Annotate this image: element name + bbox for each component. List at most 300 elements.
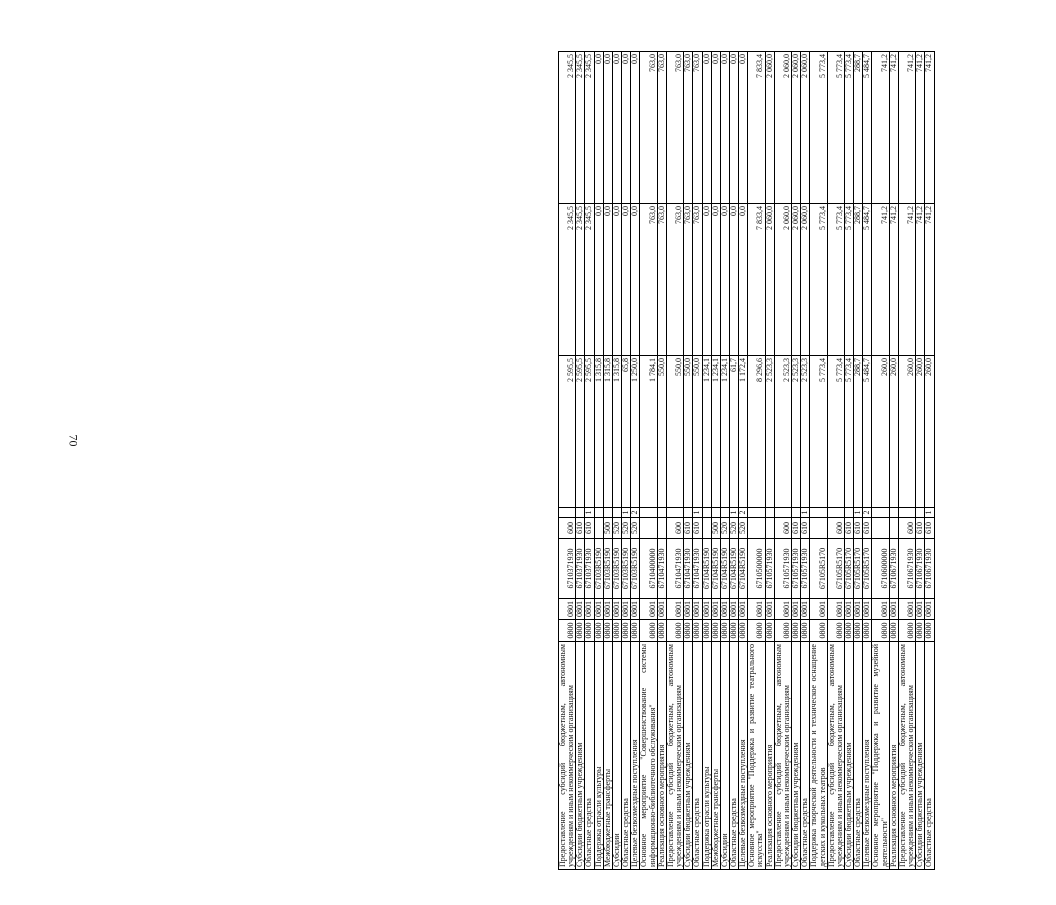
amount-year-3: 0,0 — [612, 52, 621, 204]
target-article-code: 6710571930 — [801, 539, 810, 599]
amount-year-2: 2 345,5 — [576, 204, 585, 356]
expense-type-code: 520 — [612, 518, 621, 539]
amount-year-2: 0,0 — [729, 204, 738, 356]
expense-type-code: 520 — [729, 518, 738, 539]
expense-type-code: 610 — [684, 518, 693, 539]
table-row — [720, 52, 729, 870]
subsection-code: 0801 — [810, 599, 827, 620]
amount-year-3: 2 060,0 — [792, 52, 801, 204]
amount-year-3: 5 773,4 — [845, 52, 854, 204]
source-code: 2 — [863, 508, 872, 518]
expense-type-code: 610 — [693, 518, 702, 539]
amount-year-2: 763,0 — [666, 204, 683, 356]
section-code: 0800 — [827, 620, 844, 642]
subsection-code: 0801 — [684, 599, 693, 620]
budget-table-body — [559, 52, 935, 870]
section-code: 0800 — [693, 620, 702, 642]
amount-year-3: 741,2 — [889, 52, 898, 204]
amount-year-2: 2 060,0 — [765, 204, 774, 356]
target-article-code: 67103R5190 — [612, 539, 621, 599]
section-code: 0800 — [711, 620, 720, 642]
section-code: 0800 — [559, 620, 576, 642]
amount-year-1: 1 315,8 — [612, 356, 621, 508]
amount-year-2: 0,0 — [631, 204, 640, 356]
subsection-code: 0801 — [603, 599, 612, 620]
expense-type-code — [640, 518, 657, 539]
section-code: 0800 — [748, 620, 765, 642]
section-code: 0800 — [739, 620, 748, 642]
subsection-code: 0801 — [693, 599, 702, 620]
amount-year-1: 1 234,1 — [711, 356, 720, 508]
target-article-code: 67105R5170 — [863, 539, 872, 599]
amount-year-1: 260,0 — [916, 356, 925, 508]
target-article-code: 67103R5190 — [594, 539, 603, 599]
section-code: 0800 — [889, 620, 898, 642]
target-article-code: 6710400000 — [640, 539, 657, 599]
row-name: Областные средства — [729, 642, 738, 870]
amount-year-1: 1 315,8 — [594, 356, 603, 508]
amount-year-3: 741,2 — [872, 52, 889, 204]
table-row — [684, 52, 693, 870]
amount-year-1: 65,8 — [622, 356, 631, 508]
source-code: 1 — [801, 508, 810, 518]
subsection-code: 0801 — [916, 599, 925, 620]
subsection-code: 0801 — [702, 599, 711, 620]
row-name: Целевые безвозмездные поступления — [739, 642, 748, 870]
row-name: Предоставление субсидий бюджетным, автономным учреждениям и иным некоммерческим организациям — [666, 642, 683, 870]
row-name: Целевые безвозмездные поступления — [863, 642, 872, 870]
amount-year-1: 1 234,1 — [702, 356, 711, 508]
expense-type-code: 520 — [739, 518, 748, 539]
expense-type-code — [702, 518, 711, 539]
table-row — [827, 52, 844, 870]
table-row — [711, 52, 720, 870]
amount-year-3: 0,0 — [631, 52, 640, 204]
target-article-code: 6710371930 — [576, 539, 585, 599]
row-name: Областные средства — [801, 642, 810, 870]
section-code: 0800 — [872, 620, 889, 642]
amount-year-2: 2 060,0 — [774, 204, 791, 356]
source-code: 1 — [925, 508, 934, 518]
source-code — [898, 508, 915, 518]
amount-year-3: 741,2 — [916, 52, 925, 204]
row-name: Предоставление субсидий бюджетным, автономным учреждениям и иным некоммерческим организациям — [774, 642, 791, 870]
target-article-code: 6710671930 — [925, 539, 934, 599]
source-code: 1 — [622, 508, 631, 518]
section-code: 0800 — [720, 620, 729, 642]
amount-year-2: 2 345,5 — [559, 204, 576, 356]
expense-type-code: 600 — [898, 518, 915, 539]
amount-year-2: 0,0 — [720, 204, 729, 356]
source-code: 1 — [693, 508, 702, 518]
table-row — [774, 52, 791, 870]
row-name: Целевые безвозмездные поступления — [631, 642, 640, 870]
row-name: Межбюджетные трансферты — [711, 642, 720, 870]
target-article-code: 6710471930 — [666, 539, 683, 599]
subsection-code: 0801 — [576, 599, 585, 620]
target-article-code: 6710471930 — [693, 539, 702, 599]
subsection-code: 0801 — [872, 599, 889, 620]
section-code: 0800 — [612, 620, 621, 642]
expense-type-code: 610 — [792, 518, 801, 539]
source-code — [765, 508, 774, 518]
amount-year-2: 7 833,4 — [748, 204, 765, 356]
subsection-code: 0801 — [827, 599, 844, 620]
target-article-code: 67105R5170 — [854, 539, 863, 599]
section-code: 0800 — [684, 620, 693, 642]
amount-year-1: 288,7 — [854, 356, 863, 508]
source-code — [702, 508, 711, 518]
section-code: 0800 — [854, 620, 863, 642]
target-article-code: 6710471930 — [657, 539, 666, 599]
expense-type-code: 600 — [774, 518, 791, 539]
amount-year-2: 5 773,4 — [845, 204, 854, 356]
source-code — [774, 508, 791, 518]
target-article-code: 6710571930 — [774, 539, 791, 599]
row-name: Областные средства — [622, 642, 631, 870]
amount-year-2: 0,0 — [603, 204, 612, 356]
amount-year-2: 741,2 — [898, 204, 915, 356]
subsection-code: 0801 — [889, 599, 898, 620]
row-name: Субсидии бюджетным учреждениям — [576, 642, 585, 870]
amount-year-2: 5 773,4 — [827, 204, 844, 356]
expense-type-code — [872, 518, 889, 539]
subsection-code: 0801 — [898, 599, 915, 620]
source-code — [748, 508, 765, 518]
subsection-code: 0801 — [739, 599, 748, 620]
amount-year-3: 2 345,5 — [559, 52, 576, 204]
row-name: Субсидии бюджетным учреждениям — [684, 642, 693, 870]
table-row — [916, 52, 925, 870]
row-name: Поддержка отрасли культуры — [702, 642, 711, 870]
expense-type-code: 610 — [863, 518, 872, 539]
expense-type-code: 610 — [925, 518, 934, 539]
source-code — [603, 508, 612, 518]
target-article-code: 67104R5190 — [720, 539, 729, 599]
budget-table — [558, 51, 935, 870]
amount-year-2: 763,0 — [640, 204, 657, 356]
amount-year-2: 0,0 — [594, 204, 603, 356]
amount-year-1: 2 523,3 — [792, 356, 801, 508]
amount-year-3: 2 345,5 — [576, 52, 585, 204]
expense-type-code — [594, 518, 603, 539]
amount-year-2: 0,0 — [739, 204, 748, 356]
row-name: Субсидии — [720, 642, 729, 870]
amount-year-1: 61,7 — [729, 356, 738, 508]
source-code: 1 — [729, 508, 738, 518]
row-name: Субсидии бюджетным учреждениям — [916, 642, 925, 870]
target-article-code: 6710471930 — [684, 539, 693, 599]
row-name: Предоставление субсидий бюджетным, автономным учреждениям и иным некоммерческим организациям — [827, 642, 844, 870]
row-name: Субсидии бюджетным учреждениям — [792, 642, 801, 870]
amount-year-1: 5 484,7 — [863, 356, 872, 508]
amount-year-1: 8 296,6 — [748, 356, 765, 508]
source-code — [559, 508, 576, 518]
subsection-code: 0801 — [845, 599, 854, 620]
section-code: 0800 — [576, 620, 585, 642]
amount-year-3: 763,0 — [666, 52, 683, 204]
amount-year-2: 741,2 — [889, 204, 898, 356]
section-code: 0800 — [774, 620, 791, 642]
source-code: 1 — [854, 508, 863, 518]
source-code — [810, 508, 827, 518]
source-code: 1 — [585, 508, 594, 518]
amount-year-1: 1 784,1 — [640, 356, 657, 508]
amount-year-3: 0,0 — [622, 52, 631, 204]
target-article-code: 67105R5170 — [810, 539, 827, 599]
amount-year-1: 550,0 — [657, 356, 666, 508]
section-code: 0800 — [925, 620, 934, 642]
amount-year-1: 2 595,5 — [585, 356, 594, 508]
section-code: 0800 — [585, 620, 594, 642]
source-code — [640, 508, 657, 518]
amount-year-3: 0,0 — [720, 52, 729, 204]
row-name: Субсидии бюджетным учреждениям — [845, 642, 854, 870]
amount-year-1: 1 172,4 — [739, 356, 748, 508]
table-row — [872, 52, 889, 870]
target-article-code: 6710571930 — [792, 539, 801, 599]
section-code: 0800 — [702, 620, 711, 642]
amount-year-3: 763,0 — [684, 52, 693, 204]
source-code — [657, 508, 666, 518]
amount-year-3: 2 060,0 — [774, 52, 791, 204]
target-article-code: 67105R5170 — [845, 539, 854, 599]
subsection-code: 0801 — [711, 599, 720, 620]
subsection-code: 0801 — [666, 599, 683, 620]
table-row — [925, 52, 934, 870]
subsection-code: 0801 — [622, 599, 631, 620]
subsection-code: 0801 — [748, 599, 765, 620]
subsection-code: 0801 — [594, 599, 603, 620]
amount-year-1: 2 523,3 — [801, 356, 810, 508]
expense-type-code: 520 — [622, 518, 631, 539]
amount-year-3: 5 773,4 — [827, 52, 844, 204]
table-row — [576, 52, 585, 870]
section-code: 0800 — [729, 620, 738, 642]
amount-year-1: 2 523,3 — [774, 356, 791, 508]
section-code: 0800 — [845, 620, 854, 642]
amount-year-3: 0,0 — [702, 52, 711, 204]
subsection-code: 0801 — [720, 599, 729, 620]
table-row — [640, 52, 657, 870]
amount-year-1: 260,0 — [925, 356, 934, 508]
expense-type-code: 600 — [827, 518, 844, 539]
amount-year-3: 2 060,0 — [801, 52, 810, 204]
amount-year-3: 5 484,7 — [863, 52, 872, 204]
subsection-code: 0801 — [792, 599, 801, 620]
target-article-code: 67103R5190 — [631, 539, 640, 599]
amount-year-2: 288,7 — [854, 204, 863, 356]
row-name: Областные средства — [854, 642, 863, 870]
amount-year-3: 0,0 — [729, 52, 738, 204]
target-article-code: 67104R5190 — [729, 539, 738, 599]
source-code — [711, 508, 720, 518]
target-article-code: 6710500000 — [748, 539, 765, 599]
row-name: Основное мероприятие "Совершенствование системы информационно-библиотечного обслуживания" — [640, 642, 657, 870]
amount-year-2: 0,0 — [622, 204, 631, 356]
source-code: 2 — [631, 508, 640, 518]
table-row — [702, 52, 711, 870]
section-code: 0800 — [792, 620, 801, 642]
expense-type-code — [748, 518, 765, 539]
section-code: 0800 — [810, 620, 827, 642]
expense-type-code: 520 — [720, 518, 729, 539]
subsection-code: 0801 — [657, 599, 666, 620]
expense-type-code: 600 — [559, 518, 576, 539]
table-row — [603, 52, 612, 870]
section-code: 0800 — [603, 620, 612, 642]
row-name: Областные средства — [925, 642, 934, 870]
amount-year-3: 0,0 — [594, 52, 603, 204]
expense-type-code: 520 — [631, 518, 640, 539]
amount-year-1: 550,0 — [666, 356, 683, 508]
expense-type-code: 610 — [916, 518, 925, 539]
amount-year-3: 288,7 — [854, 52, 863, 204]
amount-year-1: 2 595,5 — [559, 356, 576, 508]
section-code: 0800 — [765, 620, 774, 642]
amount-year-1: 260,0 — [898, 356, 915, 508]
table-row — [765, 52, 774, 870]
expense-type-code — [810, 518, 827, 539]
amount-year-2: 741,2 — [872, 204, 889, 356]
row-name: Областные средства — [693, 642, 702, 870]
amount-year-1: 260,0 — [889, 356, 898, 508]
target-article-code: 6710571930 — [765, 539, 774, 599]
section-code: 0800 — [666, 620, 683, 642]
section-code: 0800 — [801, 620, 810, 642]
amount-year-2: 2 060,0 — [792, 204, 801, 356]
row-name: Межбюджетные трансферты — [603, 642, 612, 870]
expense-type-code: 610 — [576, 518, 585, 539]
amount-year-3: 0,0 — [711, 52, 720, 204]
amount-year-1: 1 250,0 — [631, 356, 640, 508]
target-article-code: 67104R5190 — [702, 539, 711, 599]
subsection-code: 0801 — [925, 599, 934, 620]
target-article-code: 6710671930 — [889, 539, 898, 599]
section-code: 0800 — [631, 620, 640, 642]
table-row — [810, 52, 827, 870]
amount-year-3: 763,0 — [657, 52, 666, 204]
source-code — [666, 508, 683, 518]
table-row — [594, 52, 603, 870]
table-row — [898, 52, 915, 870]
section-code: 0800 — [863, 620, 872, 642]
expense-type-code: 610 — [585, 518, 594, 539]
amount-year-3: 7 833,4 — [748, 52, 765, 204]
amount-year-2: 0,0 — [711, 204, 720, 356]
target-article-code: 67104R5190 — [711, 539, 720, 599]
amount-year-1: 1 234,1 — [720, 356, 729, 508]
amount-year-1: 550,0 — [684, 356, 693, 508]
expense-type-code: 500 — [603, 518, 612, 539]
section-code: 0800 — [916, 620, 925, 642]
table-row — [845, 52, 854, 870]
section-code: 0800 — [898, 620, 915, 642]
amount-year-3: 763,0 — [640, 52, 657, 204]
amount-year-1: 5 773,4 — [810, 356, 827, 508]
row-name: Поддержка творческой деятельности и техническое оснащение детских и кукольных театров — [810, 642, 827, 870]
expense-type-code: 610 — [801, 518, 810, 539]
table-row — [657, 52, 666, 870]
amount-year-1: 1 315,8 — [603, 356, 612, 508]
amount-year-2: 2 060,0 — [801, 204, 810, 356]
amount-year-2: 5 484,7 — [863, 204, 872, 356]
amount-year-2: 0,0 — [702, 204, 711, 356]
row-name: Реализация основного мероприятия — [889, 642, 898, 870]
row-name: Поддержка отрасли культуры — [594, 642, 603, 870]
subsection-code: 0801 — [801, 599, 810, 620]
amount-year-3: 2 345,5 — [585, 52, 594, 204]
amount-year-1: 260,0 — [872, 356, 889, 508]
target-article-code: 6710371930 — [559, 539, 576, 599]
section-code: 0800 — [640, 620, 657, 642]
amount-year-2: 0,0 — [612, 204, 621, 356]
subsection-code: 0801 — [863, 599, 872, 620]
table-row — [666, 52, 683, 870]
table-row — [748, 52, 765, 870]
amount-year-2: 763,0 — [684, 204, 693, 356]
target-article-code: 67103R5190 — [603, 539, 612, 599]
section-code: 0800 — [622, 620, 631, 642]
source-code — [594, 508, 603, 518]
expense-type-code: 500 — [711, 518, 720, 539]
rotated-table-container — [558, 52, 1056, 870]
amount-year-3: 5 773,4 — [810, 52, 827, 204]
amount-year-1: 550,0 — [693, 356, 702, 508]
expense-type-code: 610 — [845, 518, 854, 539]
expense-type-code — [889, 518, 898, 539]
amount-year-3: 0,0 — [603, 52, 612, 204]
source-code — [827, 508, 844, 518]
subsection-code: 0801 — [612, 599, 621, 620]
subsection-code: 0801 — [559, 599, 576, 620]
subsection-code: 0801 — [631, 599, 640, 620]
table-row — [559, 52, 576, 870]
section-code: 0800 — [594, 620, 603, 642]
amount-year-3: 741,2 — [925, 52, 934, 204]
amount-year-1: 5 773,4 — [845, 356, 854, 508]
subsection-code: 0801 — [585, 599, 594, 620]
expense-type-code — [657, 518, 666, 539]
target-article-code: 67104R5190 — [739, 539, 748, 599]
amount-year-3: 2 060,0 — [765, 52, 774, 204]
amount-year-1: 2 595,5 — [576, 356, 585, 508]
expense-type-code: 600 — [666, 518, 683, 539]
row-name: Основное мероприятие "Поддержка и развитие театрального искусства" — [748, 642, 765, 870]
target-article-code: 6710671930 — [916, 539, 925, 599]
amount-year-2: 5 773,4 — [810, 204, 827, 356]
target-article-code: 6710671930 — [898, 539, 915, 599]
row-name: Реализация основного мероприятия — [657, 642, 666, 870]
table-row — [693, 52, 702, 870]
row-name: Предоставление субсидий бюджетным, автономным учреждениям и иным некоммерческим организациям — [559, 642, 576, 870]
subsection-code: 0801 — [729, 599, 738, 620]
amount-year-3: 0,0 — [739, 52, 748, 204]
table-row — [792, 52, 801, 870]
amount-year-1: 5 773,4 — [827, 356, 844, 508]
row-name: Субсидии — [612, 642, 621, 870]
target-article-code: 6710600000 — [872, 539, 889, 599]
subsection-code: 0801 — [854, 599, 863, 620]
section-code: 0800 — [657, 620, 666, 642]
subsection-code: 0801 — [774, 599, 791, 620]
page-number: 70 — [66, 434, 81, 447]
source-code — [889, 508, 898, 518]
amount-year-1: 2 523,3 — [765, 356, 774, 508]
amount-year-2: 763,0 — [693, 204, 702, 356]
subsection-code: 0801 — [765, 599, 774, 620]
expense-type-code — [765, 518, 774, 539]
